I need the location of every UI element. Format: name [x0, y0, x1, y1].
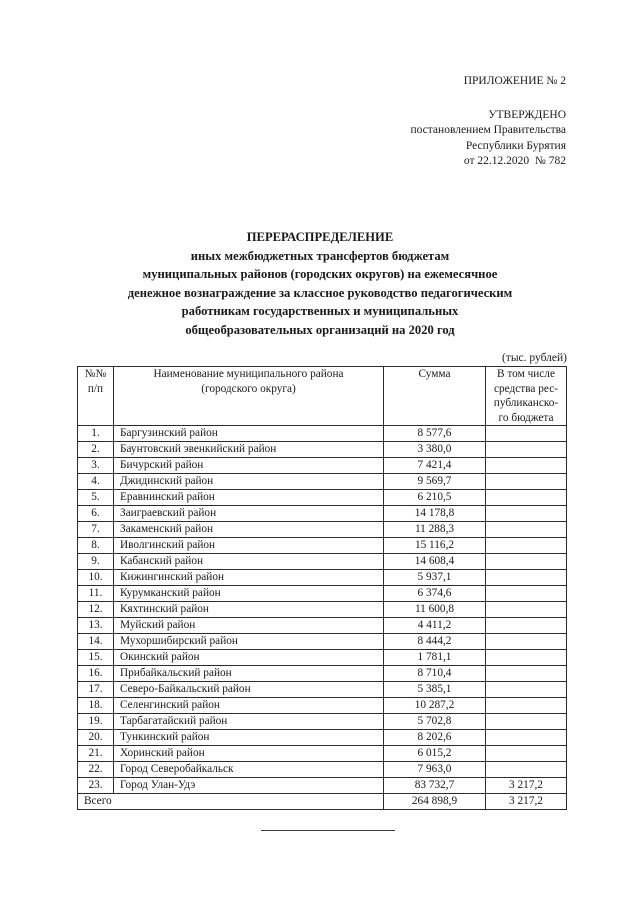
municipality-name: Прибайкальский район: [114, 666, 384, 682]
header-republican-funds: [486, 367, 567, 426]
table-row: [78, 426, 567, 442]
municipality-name: Джидинский район: [114, 474, 384, 490]
approval-block: [300, 74, 566, 170]
row-number: 22.: [78, 762, 114, 778]
sum-value: 9 569,7: [384, 474, 486, 490]
row-number: 20.: [78, 730, 114, 746]
table-row: [78, 522, 567, 538]
sum-value: 10 287,2: [384, 698, 486, 714]
municipality-name: Иволгинский район: [114, 538, 384, 554]
republican-value: [486, 602, 567, 618]
title-line-5: работникам государственных и муниципальных: [181, 304, 459, 319]
table-row: [78, 666, 567, 682]
sum-value: 5 937,1: [384, 570, 486, 586]
municipality-name: Город Улан-Удэ: [114, 778, 384, 794]
municipality-name: Кижингинский район: [114, 570, 384, 586]
row-number: 13.: [78, 618, 114, 634]
republican-value: [486, 586, 567, 602]
header-row-number-line-2: п/п: [87, 382, 104, 395]
sum-value: 1 781,1: [384, 650, 486, 666]
sum-value: 3 380,0: [384, 442, 486, 458]
table-row: [78, 634, 567, 650]
sum-value: 5 385,1: [384, 682, 486, 698]
header-municipality-name-line-2: (городского округа): [201, 382, 296, 395]
approving-authority-line-2: Республики Бурятия: [465, 139, 566, 152]
table-row: [78, 474, 567, 490]
table-header-row: [78, 367, 567, 426]
municipality-name: Хоринский район: [114, 746, 384, 762]
republican-value: [486, 554, 567, 570]
table-row: [78, 730, 567, 746]
decree-date-number: от 22.12.2020 № 782: [463, 155, 566, 167]
municipality-name: Окинский район: [114, 650, 384, 666]
title-line-4: денежное вознаграждение за классное руководство педагогическим: [127, 285, 513, 300]
row-number: 10.: [78, 570, 114, 586]
table-row: [78, 650, 567, 666]
republican-value: [486, 650, 567, 666]
header-row-number-line-1: №№: [84, 368, 107, 380]
table-row: [78, 618, 567, 634]
document-title: [60, 228, 580, 340]
table-row: [78, 554, 567, 570]
row-number: 16.: [78, 666, 114, 682]
header-municipality-name: [114, 367, 384, 426]
table-row: [78, 442, 567, 458]
municipality-name: Муйский район: [114, 618, 384, 634]
sum-value: 8 710,4: [384, 666, 486, 682]
table-body: [78, 426, 567, 810]
municipality-name: Тарбагатайский район: [114, 714, 384, 730]
table-row: [78, 714, 567, 730]
header-republican-funds-line-2: средства рес-: [494, 382, 558, 395]
sum-value: 8 202,6: [384, 730, 486, 746]
republican-value: [486, 666, 567, 682]
republican-value: [486, 506, 567, 522]
municipality-name: Баргузинский район: [114, 426, 384, 442]
approved-label: УТВЕРЖДЕНО: [488, 108, 566, 121]
republican-value: [486, 442, 567, 458]
municipality-name: Кяхтинский район: [114, 602, 384, 618]
row-number: 5.: [78, 490, 114, 506]
table-row: [78, 762, 567, 778]
republican-value: [486, 426, 567, 442]
municipality-name: Город Северобайкальск: [114, 762, 384, 778]
header-republican-funds-line-4: го бюджета: [498, 411, 554, 424]
sum-value: 14 178,8: [384, 506, 486, 522]
republican-value: [486, 730, 567, 746]
header-sum: [384, 367, 486, 426]
sum-value: 6 210,5: [384, 490, 486, 506]
row-number: 23.: [78, 778, 114, 794]
table-total-row: [78, 794, 567, 810]
header-sum-label: Сумма: [418, 368, 451, 380]
sum-value: 14 608,4: [384, 554, 486, 570]
total-label: Всего: [78, 794, 384, 810]
municipality-name: Еравнинский район: [114, 490, 384, 506]
table-header: [78, 367, 567, 426]
republican-value: [486, 490, 567, 506]
budget-allocation-table: [77, 366, 567, 810]
header-row-number: [78, 367, 114, 426]
municipality-name: Закаменский район: [114, 522, 384, 538]
republican-value: 3 217,2: [486, 778, 567, 794]
republican-value: [486, 682, 567, 698]
republican-value: [486, 570, 567, 586]
header-municipality-name-line-1: Наименование муниципального района: [153, 368, 344, 380]
total-republican-value: 3 217,2: [486, 794, 567, 810]
table-row: [78, 778, 567, 794]
row-number: 8.: [78, 538, 114, 554]
title-line-1: ПЕРЕРАСПРЕДЕЛЕНИЕ: [246, 230, 394, 244]
units-caption: (тыс. рублей): [501, 352, 567, 364]
table-row: [78, 538, 567, 554]
table-row: [78, 458, 567, 474]
sum-value: 7 963,0: [384, 762, 486, 778]
sum-value: 8 444,2: [384, 634, 486, 650]
approving-authority-line-1: постановлением Правительства: [410, 124, 566, 136]
sum-value: 11 288,3: [384, 522, 486, 538]
table-row: [78, 682, 567, 698]
republican-value: [486, 538, 567, 554]
table-row: [78, 570, 567, 586]
row-number: 15.: [78, 650, 114, 666]
sum-value: 6 015,2: [384, 746, 486, 762]
row-number: 9.: [78, 554, 114, 570]
table-row: [78, 698, 567, 714]
row-number: 7.: [78, 522, 114, 538]
municipality-name: Кабанский район: [114, 554, 384, 570]
title-line-3: муниципальных районов (городских округов) на ежемесячное: [142, 267, 498, 282]
table-row: [78, 490, 567, 506]
municipality-name: Баунтовский эвенкийский район: [114, 442, 384, 458]
row-number: 6.: [78, 506, 114, 522]
sum-value: 11 600,8: [384, 602, 486, 618]
municipality-name: Бичурский район: [114, 458, 384, 474]
municipality-name: Тункинский район: [114, 730, 384, 746]
republican-value: [486, 458, 567, 474]
header-republican-funds-line-1: В том числе: [497, 368, 555, 380]
municipality-name: Мухоршибирский район: [114, 634, 384, 650]
table-row: [78, 602, 567, 618]
bottom-separator-rule: [261, 830, 395, 831]
republican-value: [486, 634, 567, 650]
sum-value: 5 702,8: [384, 714, 486, 730]
sum-value: 7 421,4: [384, 458, 486, 474]
title-line-6: общеобразовательных организаций на 2020 год: [185, 322, 455, 337]
sum-value: 15 116,2: [384, 538, 486, 554]
total-sum-value: 264 898,9: [384, 794, 486, 810]
table-row: [78, 506, 567, 522]
table-row: [78, 586, 567, 602]
republican-value: [486, 618, 567, 634]
row-number: 12.: [78, 602, 114, 618]
row-number: 21.: [78, 746, 114, 762]
republican-value: [486, 698, 567, 714]
row-number: 17.: [78, 682, 114, 698]
municipality-name: Северо-Байкальский район: [114, 682, 384, 698]
municipality-name: Заиграевский район: [114, 506, 384, 522]
header-republican-funds-line-3: публиканско-: [493, 397, 559, 409]
row-number: 4.: [78, 474, 114, 490]
republican-value: [486, 522, 567, 538]
row-number: 19.: [78, 714, 114, 730]
row-number: 3.: [78, 458, 114, 474]
republican-value: [486, 746, 567, 762]
row-number: 18.: [78, 698, 114, 714]
row-number: 1.: [78, 426, 114, 442]
municipality-name: Курумканский район: [114, 586, 384, 602]
row-number: 11.: [78, 586, 114, 602]
sum-value: 6 374,6: [384, 586, 486, 602]
sum-value: 8 577,6: [384, 426, 486, 442]
republican-value: [486, 714, 567, 730]
row-number: 2.: [78, 442, 114, 458]
table-row: [78, 746, 567, 762]
municipality-name: Селенгинский район: [114, 698, 384, 714]
republican-value: [486, 474, 567, 490]
title-line-2: иных межбюджетных трансфертов бюджетам: [190, 248, 450, 263]
sum-value: 83 732,7: [384, 778, 486, 794]
row-number: 14.: [78, 634, 114, 650]
sum-value: 4 411,2: [384, 618, 486, 634]
republican-value: [486, 762, 567, 778]
appendix-number: ПРИЛОЖЕНИЕ № 2: [463, 75, 566, 87]
